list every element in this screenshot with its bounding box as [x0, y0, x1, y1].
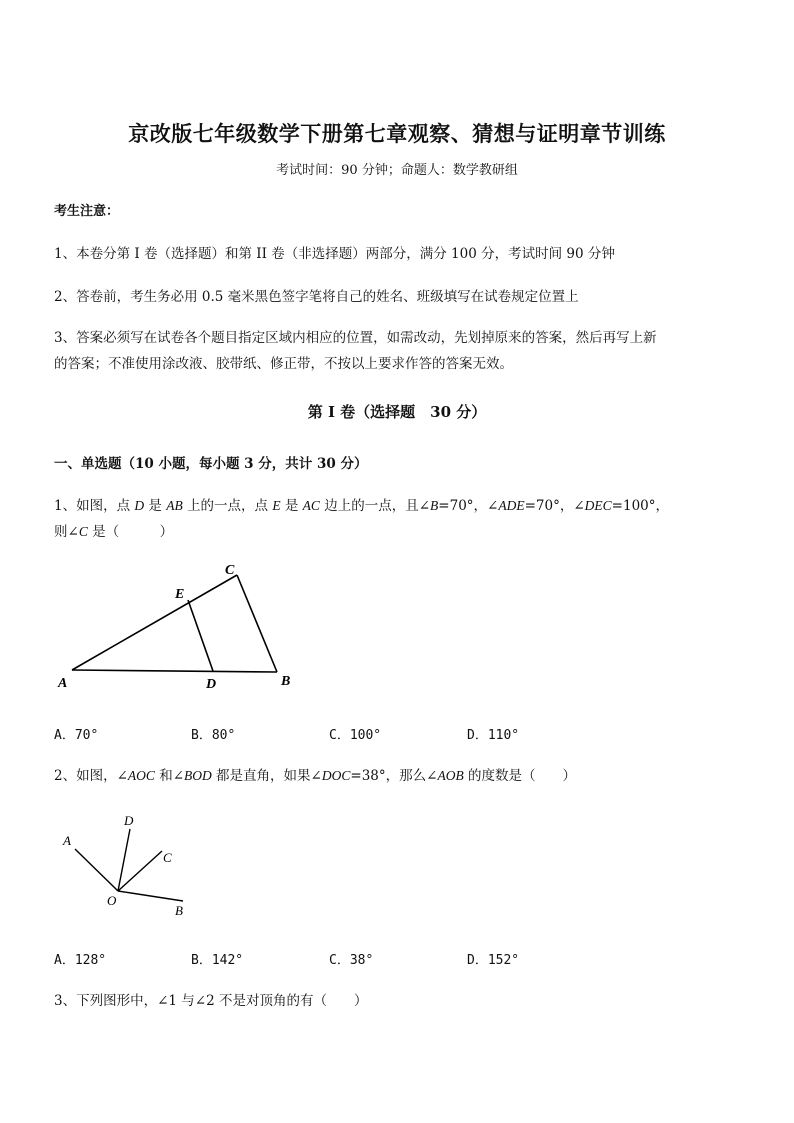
- ray-oa: [75, 849, 118, 891]
- q1-option-b[interactable]: B．80°: [191, 728, 236, 743]
- ray-ob: [118, 891, 183, 901]
- part-heading: 一、单选题（10 小题，每小题 3 分，共计 30 分）: [54, 456, 368, 472]
- document-title: 京改版七年级数学下册第七章观察、猜想与证明章节训练: [128, 121, 666, 146]
- question-1-figure: [50, 555, 310, 695]
- notice-item-2: 2、答卷前，考生务必用 0.5 毫米黑色签字笔将自己的姓名、班级填写在试卷规定位置上: [54, 289, 579, 305]
- label-a: A: [63, 833, 71, 848]
- section-title: 第 I 卷（选择题 30 分）: [307, 403, 487, 421]
- notice-heading: 考生注意：: [54, 204, 120, 219]
- document-subtitle: 考试时间：90 分钟；命题人：数学教研组: [276, 163, 518, 178]
- label-b: B: [175, 903, 183, 918]
- notice-item-3: 3、答案必须写在试卷各个题目指定区域内相应的位置，如需改动，先划掉原来的答案，然后再写上新: [54, 330, 657, 346]
- segment-cb: [237, 575, 277, 672]
- notice-item-1: 1、本卷分第 I 卷（选择题）和第 II 卷（非选择题）两部分，满分 100 分，考试时间 90 分钟: [54, 246, 615, 262]
- label-e: E: [175, 587, 185, 602]
- q2-option-d[interactable]: D．152°: [467, 953, 520, 968]
- segment-ab: [72, 670, 277, 672]
- label-d: D: [206, 677, 217, 692]
- segment-ac: [72, 575, 237, 670]
- q1-option-c[interactable]: C．100°: [329, 728, 382, 743]
- question-3-text: 3、下列图形中，∠1 与∠2 不是对顶角的有（ ）: [54, 993, 368, 1009]
- question-1-text: 1、如图，点 D 是 AB 上的一点，点 E 是 AC 边上的一点，且∠B=70°，∠ADE=70°，∠DEC=100°，: [54, 498, 670, 514]
- label-c: C: [225, 563, 235, 578]
- label-b: B: [281, 674, 291, 689]
- label-d: D: [124, 813, 134, 828]
- q2-option-c[interactable]: C．38°: [329, 953, 374, 968]
- q1-option-d[interactable]: D．110°: [467, 728, 520, 743]
- label-c: C: [163, 850, 172, 865]
- question-2-figure: [50, 805, 210, 925]
- q2-option-b[interactable]: B．142°: [191, 953, 244, 968]
- q1-option-a[interactable]: A．70°: [54, 728, 99, 743]
- q2-option-a[interactable]: A．128°: [54, 953, 107, 968]
- segment-ed: [188, 600, 213, 671]
- question-2-text: 2、如图，∠AOC 和∠BOD 都是直角，如果∠DOC=38°，那么∠AOB 的度数是（ ）: [54, 768, 576, 784]
- label-a: A: [58, 676, 68, 691]
- question-1-text-cont: 则∠C 是（ ）: [54, 524, 174, 540]
- label-o: O: [107, 893, 117, 908]
- notice-item-3-cont: 的答案；不准使用涂改液、胶带纸、修正带，不按以上要求作答的答案无效。: [54, 356, 513, 372]
